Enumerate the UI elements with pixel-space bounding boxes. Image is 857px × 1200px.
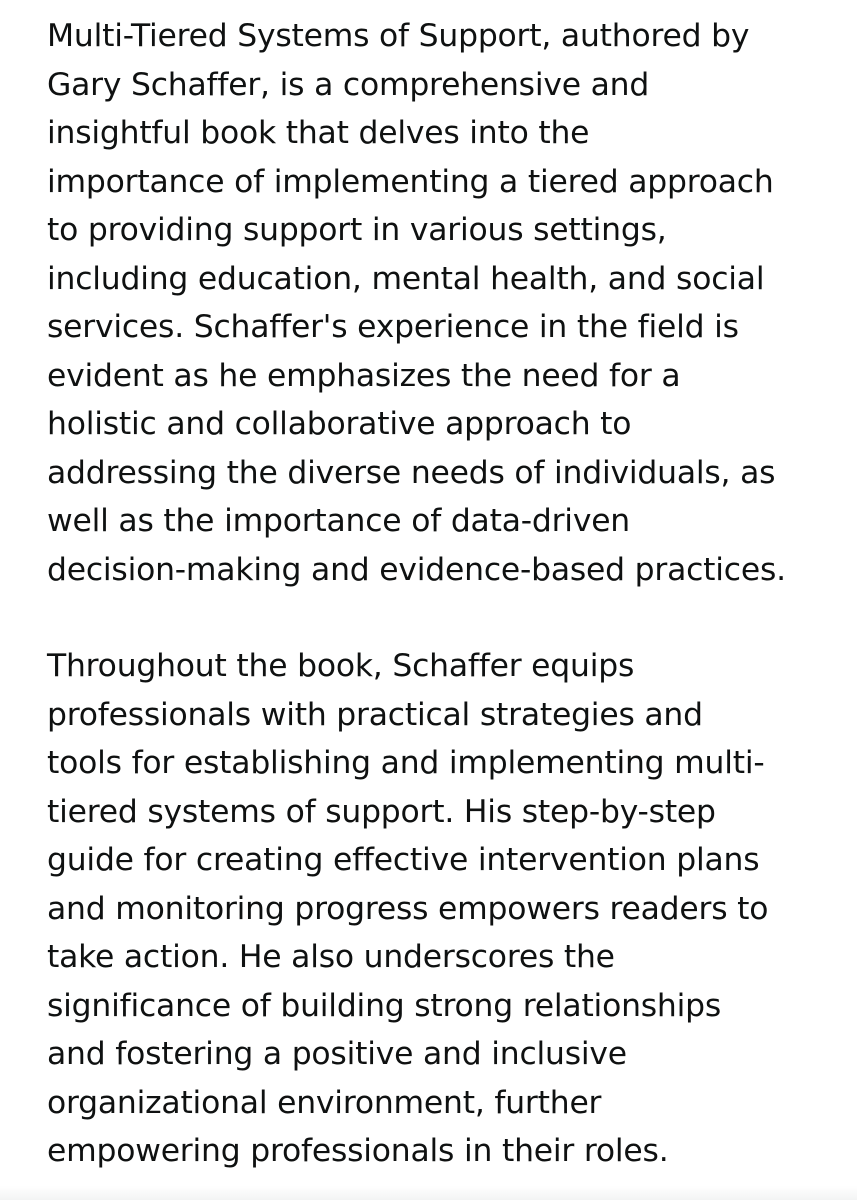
description-line: insightful book that delves into the [47,115,590,151]
description-line: evident as he emphasizes the need for a [47,357,681,394]
description-line: decision-making and evidence-based practices. [47,551,786,588]
description-line: including education, mental health, and social [47,260,765,297]
description-line: importance of implementing a tiered approach [47,163,774,200]
bottom-edge-shadow [0,1186,857,1200]
description-line: empowering professionals in their roles. [47,1133,669,1169]
description-line: take action. He also underscores the [47,939,615,975]
description-line: Gary Schaffer, is a comprehensive and [47,66,650,103]
description-line: Multi-Tiered Systems of Support, authored by [47,18,750,54]
description-line: well as the importance of data-driven [47,503,630,539]
description-paragraph-2 [47,642,837,1176]
description-line: and monitoring progress empowers readers to [47,890,769,927]
description-line: and fostering a positive and inclusive [47,1036,627,1072]
book-description [47,12,837,1176]
description-line: Throughout the book, Schaffer equips [47,648,635,684]
description-line: professionals with practical strategies and [47,696,703,733]
description-line: services. Schaffer's experience in the field is [47,309,739,345]
description-line: significance of building strong relationships [47,987,722,1024]
description-paragraph-1 [47,12,837,594]
description-line: to providing support in various settings, [47,212,667,248]
paragraph-spacer [47,594,837,642]
description-line: addressing the diverse needs of individuals, as [47,454,776,491]
description-line: tools for establishing and implementing multi- [47,745,765,781]
description-line: guide for creating effective intervention plans [47,842,760,878]
description-line: holistic and collaborative approach to [47,406,632,442]
description-line: tiered systems of support. His step-by-step [47,793,716,830]
description-line: organizational environment, further [47,1084,602,1121]
